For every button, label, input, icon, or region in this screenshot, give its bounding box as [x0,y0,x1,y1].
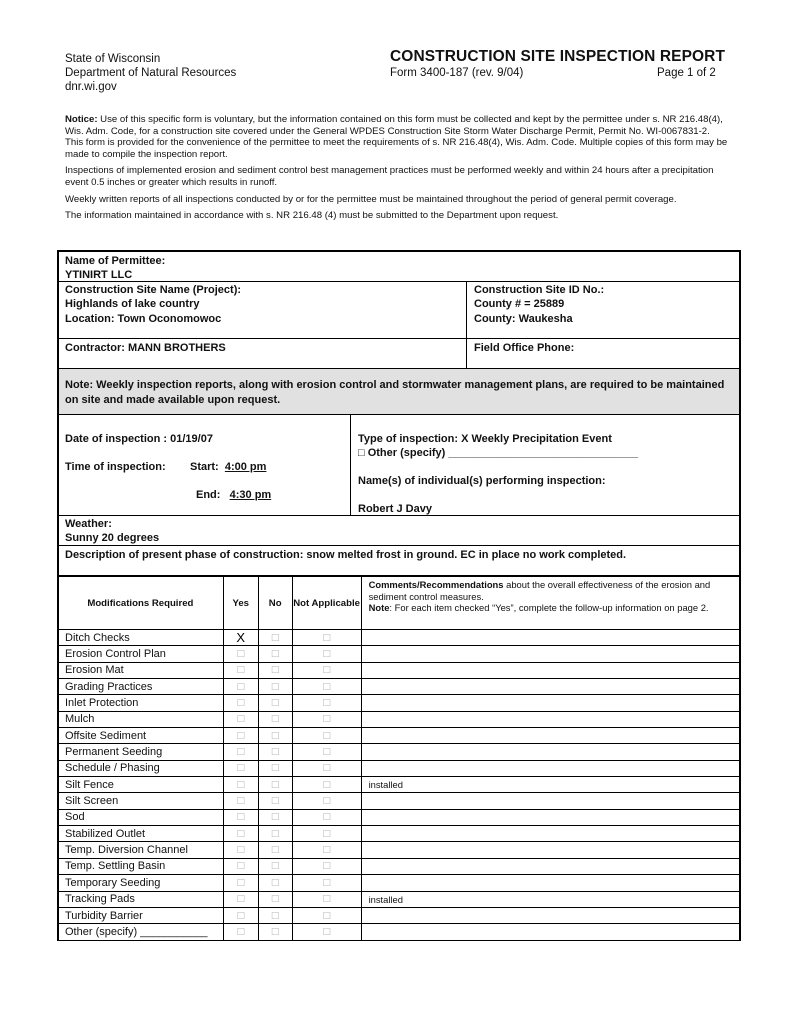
note-row [59,369,739,415]
intro-text [65,114,730,227]
not-applicable-checkbox[interactable]: □ [292,809,361,825]
table-row [58,711,741,727]
comment-field[interactable] [361,924,740,940]
permittee-label: Name of Permittee: [65,255,166,267]
yes-checkbox[interactable]: □ [223,662,258,678]
reports-requirement-paragraph: Weekly written reports of all inspections conducted by or for the permittee must be maintained throughout the period of general permit coverage. [65,193,677,205]
not-applicable-checkbox[interactable]: □ [292,793,361,809]
agency-block [65,52,236,94]
comment-field[interactable] [361,760,740,776]
not-applicable-checkbox[interactable]: □ [292,646,361,662]
table-row [58,728,741,744]
table-row [58,891,741,907]
yes-checkbox[interactable]: □ [223,809,258,825]
comment-field[interactable] [361,711,740,727]
inspection-date[interactable]: Date of inspection : 01/19/07 [65,433,213,445]
item-label: Turbidity Barrier [58,907,224,923]
county-value[interactable]: County: Waukesha [474,313,573,325]
submission-paragraph: The information maintained in accordance with s. NR 216.48 (4) must be submitted to the Department upon request. [65,210,559,222]
project-row [59,282,739,312]
table-row [58,662,741,678]
comment-field[interactable] [361,907,740,923]
col-header-comments [361,577,740,630]
not-applicable-checkbox[interactable]: □ [292,924,361,940]
divider [466,282,467,369]
inspectors-label: Name(s) of individual(s) performing inspection: [358,475,606,487]
agency-department: Department of Natural Resources [65,67,237,79]
comment-field[interactable] [361,826,740,842]
item-label: Other (specify) ___________ [58,924,224,940]
yes-checkbox[interactable]: □ [223,875,258,891]
yes-checkbox[interactable]: □ [223,907,258,923]
item-label: Sod [58,809,224,825]
start-label: Start: [190,461,219,473]
no-checkbox[interactable]: □ [258,695,292,711]
comment-field[interactable]: installed [361,891,740,907]
other-type-field[interactable]: □ Other (specify) _______________________________ [358,447,639,459]
yes-checkbox[interactable]: □ [223,858,258,874]
item-label: Tracking Pads [58,891,224,907]
agency-state: State of Wisconsin [65,53,161,65]
no-checkbox[interactable]: □ [258,891,292,907]
comment-field[interactable] [361,858,740,874]
end-value: 4:30 pm [229,489,272,501]
comments-label: Comments/Recommendations [368,579,504,590]
storage-note: Note: Weekly inspection reports, along with erosion control and stormwater management plans, are required to be maintained on site and made available upon request. [65,379,725,406]
yes-checkbox[interactable]: □ [223,924,258,940]
comment-field[interactable] [361,875,740,891]
yes-checkbox[interactable]: X [223,630,258,646]
table-row [58,646,741,662]
modifications-table [57,576,741,941]
item-label: Mulch [58,711,224,727]
table-body [58,630,741,941]
col-header-not-applicable: Not Applicable [292,577,361,630]
inspection-requirement-paragraph: Inspections of implemented erosion and sediment control best management practices must be performed weekly and within 24 hours after a precipitation event 0.5 inches or greater which results in runoff. [65,165,714,188]
notice-text: Use of this specific form is voluntary, but the information contained on this form must be collected and kept by the permittee under s. NR 216.48(4), Wis. Adm. Code, for a construction site covered under the General WPDES Construction Site Storm Water Discharge Permit, Permit No. WI-0067831-2. This form is provided for the convenience of the permittee to meet the requirements of s. NR 216.48(4), Wis. Adm. Code. Multiple copies of this form may be made to compile the inspection report. [65,114,728,160]
table-row [58,777,741,793]
item-label: Ditch Checks [58,630,224,646]
item-label: Silt Screen [58,793,224,809]
table-row [58,875,741,891]
yes-checkbox[interactable]: □ [223,679,258,695]
table-row [58,744,741,760]
weather-label: Weather: [65,518,112,530]
yes-checkbox[interactable]: □ [223,793,258,809]
no-checkbox[interactable]: □ [258,760,292,776]
table-row [58,858,741,874]
item-label: Erosion Control Plan [58,646,224,662]
permittee-value[interactable]: YTINIRT LLC [65,269,133,281]
col-header-no: No [258,577,292,630]
start-value: 4:00 pm [224,461,267,473]
yes-checkbox[interactable]: □ [223,695,258,711]
permittee-row [59,252,739,282]
comment-field[interactable] [361,662,740,678]
page-number: Page 1 of 2 [657,67,716,79]
item-label: Permanent Seeding [58,744,224,760]
not-applicable-checkbox[interactable]: □ [292,744,361,760]
contractor-row [59,339,739,369]
comments-description: about the overall effectiveness of the erosion and sediment control measures. [368,579,711,602]
note-label: Note [368,602,390,613]
construction-phase-description[interactable]: Description of present phase of construction: snow melted frost in ground. EC in place no work completed. [65,549,627,561]
comment-field[interactable]: installed [361,777,740,793]
description-row [59,546,739,576]
table-row [58,842,741,858]
yes-checkbox[interactable]: □ [223,646,258,662]
not-applicable-checkbox[interactable]: □ [292,630,361,646]
table-row [58,924,741,940]
inspection-details-row [59,415,739,516]
yes-checkbox[interactable]: □ [223,891,258,907]
table-row [58,630,741,646]
yes-checkbox[interactable]: □ [223,728,258,744]
weather-value[interactable]: Sunny 20 degrees [65,532,160,544]
no-checkbox[interactable]: □ [258,630,292,646]
no-checkbox[interactable]: □ [258,924,292,940]
comment-field[interactable] [361,679,740,695]
time-label: Time of inspection: [65,461,166,473]
not-applicable-checkbox[interactable]: □ [292,728,361,744]
yes-checkbox[interactable]: □ [223,842,258,858]
weather-row [59,516,739,546]
no-checkbox[interactable]: □ [258,907,292,923]
no-checkbox[interactable]: □ [258,728,292,744]
item-label: Temp. Settling Basin [58,858,224,874]
comment-field[interactable] [361,809,740,825]
comment-field[interactable] [361,728,740,744]
field-office-phone[interactable]: Field Office Phone: [474,342,575,354]
not-applicable-checkbox[interactable]: □ [292,679,361,695]
yes-checkbox[interactable]: □ [223,777,258,793]
no-checkbox[interactable]: □ [258,679,292,695]
no-checkbox[interactable]: □ [258,662,292,678]
report-title: CONSTRUCTION SITE INSPECTION REPORT [390,48,726,65]
location-row [59,312,739,339]
comment-field[interactable] [361,744,740,760]
not-applicable-checkbox[interactable]: □ [292,760,361,776]
not-applicable-checkbox[interactable]: □ [292,858,361,874]
comment-field[interactable] [361,630,740,646]
col-header-yes: Yes [223,577,258,630]
end-label: End: [196,489,221,501]
no-checkbox[interactable]: □ [258,826,292,842]
not-applicable-checkbox[interactable]: □ [292,711,361,727]
no-checkbox[interactable]: □ [258,875,292,891]
comment-field[interactable] [361,842,740,858]
table-row [58,760,741,776]
notice-label: Notice: [65,114,98,125]
location-value[interactable]: Location: Town Oconomowoc [65,313,222,325]
item-label: Schedule / Phasing [58,760,224,776]
no-checkbox[interactable]: □ [258,809,292,825]
not-applicable-checkbox[interactable]: □ [292,842,361,858]
project-label: Construction Site Name (Project): [65,284,242,296]
item-label: Erosion Mat [58,662,224,678]
table-row [58,907,741,923]
item-label: Offsite Sediment [58,728,224,744]
site-id-label: Construction Site ID No.: [474,284,605,296]
start-time[interactable] [190,460,266,474]
yes-checkbox[interactable]: □ [223,760,258,776]
note-text: : For each item checked “Yes”, complete the follow-up information on page 2. [389,602,709,613]
divider [350,415,351,515]
not-applicable-checkbox[interactable]: □ [292,891,361,907]
project-value[interactable]: Highlands of lake country [65,298,200,310]
no-checkbox[interactable]: □ [258,646,292,662]
table-row [58,695,741,711]
not-applicable-checkbox[interactable]: □ [292,875,361,891]
contractor-value[interactable]: Contractor: MANN BROTHERS [65,342,226,354]
not-applicable-checkbox[interactable]: □ [292,907,361,923]
yes-checkbox[interactable]: □ [223,826,258,842]
table-row [58,793,741,809]
comment-field[interactable] [361,695,740,711]
no-checkbox[interactable]: □ [258,793,292,809]
col-header-modifications: Modifications Required [58,577,224,630]
item-label: Grading Practices [58,679,224,695]
no-checkbox[interactable]: □ [258,777,292,793]
item-label: Stabilized Outlet [58,826,224,842]
item-label: Inlet Protection [58,695,224,711]
not-applicable-checkbox[interactable]: □ [292,695,361,711]
item-label: Temporary Seeding [58,875,224,891]
agency-website: dnr.wi.gov [65,81,117,93]
not-applicable-checkbox[interactable]: □ [292,826,361,842]
table-row [58,809,741,825]
item-label: Silt Fence [58,777,224,793]
no-checkbox[interactable]: □ [258,842,292,858]
yes-checkbox[interactable]: □ [223,711,258,727]
yes-checkbox[interactable]: □ [223,744,258,760]
inspector-name[interactable]: Robert J Davy [358,503,432,515]
form-number: Form 3400-187 (rev. 9/04) [390,67,524,79]
comment-field[interactable] [361,646,740,662]
site-id-value[interactable]: County # = 25889 [474,298,565,310]
not-applicable-checkbox[interactable]: □ [292,777,361,793]
not-applicable-checkbox[interactable]: □ [292,662,361,678]
no-checkbox[interactable]: □ [258,858,292,874]
end-time[interactable] [196,488,271,502]
inspection-type[interactable]: Type of inspection: X Weekly Precipitation Event [358,433,612,445]
table-row [58,826,741,842]
no-checkbox[interactable]: □ [258,711,292,727]
comment-field[interactable] [361,793,740,809]
no-checkbox[interactable]: □ [258,744,292,760]
item-label: Temp. Diversion Channel [58,842,224,858]
table-row [58,679,741,695]
table-header-row [58,577,741,630]
notice-paragraph [65,114,730,160]
